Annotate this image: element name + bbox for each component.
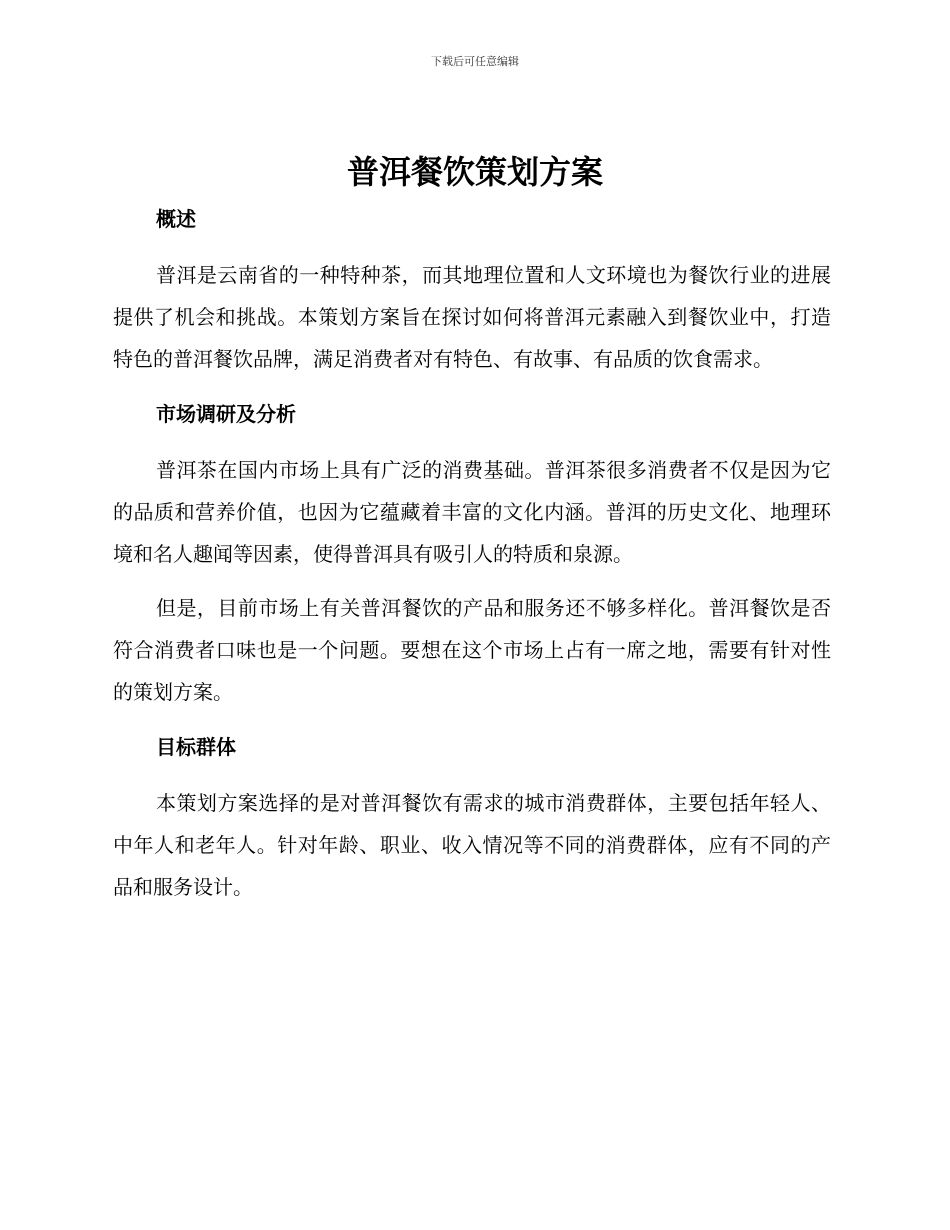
section-overview (113, 203, 831, 380)
paragraph: 普洱是云南省的一种特种茶，而其地理位置和人文环境也为餐饮行业的进展提供了机会和挑战。本策划方案旨在探讨如何将普洱元素融入到餐饮业中，打造特色的普洱餐饮品牌，满足消费者对有特色、有故事、有品质的饮食需求。 (113, 263, 831, 371)
paragraph: 普洱茶在国内市场上具有广泛的消费基础。普洱茶很多消费者不仅是因为它的品质和营养价值，也因为它蕴藏着丰富的文化内涵。普洱的历史文化、地理环境和名人趣闻等因素，使得普洱具有吸引人的特质和泉源。 (113, 458, 831, 566)
paragraph: 本策划方案选择的是对普洱餐饮有需求的城市消费群体，主要包括年轻人、中年人和老年人。针对年龄、职业、收入情况等不同的消费群体，应有不同的产品和服务设计。 (113, 791, 831, 899)
section-heading: 概述 (156, 207, 196, 231)
section-heading: 市场调研及分析 (156, 402, 296, 426)
document-title: 普洱餐饮策划方案 (346, 153, 603, 191)
section-heading: 目标群体 (156, 735, 236, 759)
section-target-group (113, 731, 831, 908)
section-market-research (113, 398, 831, 713)
page-header-note: 下载后可任意编辑 (431, 55, 519, 68)
document-body (113, 203, 831, 908)
paragraph: 但是，目前市场上有关普洱餐饮的产品和服务还不够多样化。普洱餐饮是否符合消费者口味也是一个问题。要想在这个市场上占有一席之地，需要有针对性的策划方案。 (113, 596, 831, 704)
